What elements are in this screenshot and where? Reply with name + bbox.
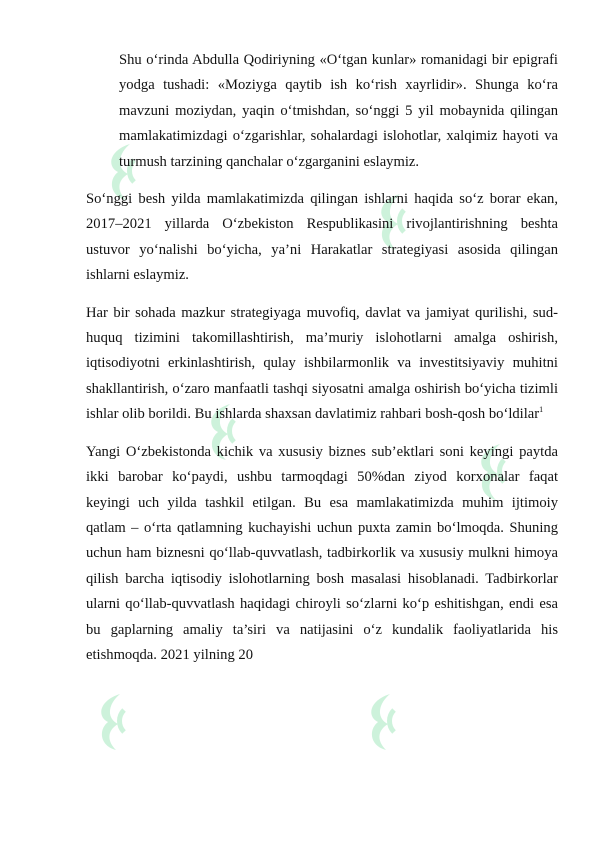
body-paragraph: So‘nggi besh yilda mamlakatimizda qilingan ishlarni haqida so‘z borar ekan, 2017–2021 yillarda O‘zbekiston Respublikasini rivojlantirishning beshta ustuvor yo‘nalishi bo‘yicha, ya’ni Harakatlar strategiyasi asosida qilingan ishlarni eslaymiz. — [86, 191, 558, 284]
watermark-logo-icon — [360, 690, 404, 754]
body-paragraph: Yangi O‘zbekistonda kichik va xususiy biznes sub’ektlari soni keyingi paytda ikki barobar ko‘paydi, ushbu tarmoqdagi 50%dan ziyod korxonalar faqat keyingi uch yilda tashkil etilgan. Bu esa mamlakatimizda muhim ijtimoiy qatlam – o‘rta qatlamning kuchayishi uchun puxta zamin bo‘lmoqda. Shuning uchun ham biznesni qo‘llab-quvvatlash, tadbirkorlik va xususiy mulkni himoya qilish barcha iqtisodiy islohotlarning bosh masalasi hisoblanadi. Tadbirkorlar ularni qo‘llab-quvvatlash haqidagi chiroyli so‘zlarni ko‘p eshitishgan, endi esa bu gaplarning amaliy ta’siri va natijasini o‘z kundalik faoliyatlarida his etishmoqda. 2021 yilning 20 — [86, 443, 558, 663]
document-body — [86, 48, 558, 668]
watermark-logo-icon — [90, 690, 134, 754]
footnote-reference[interactable]: 1 — [539, 405, 544, 415]
body-paragraph — [86, 301, 558, 428]
paragraph-text: Har bir sohada mazkur strategiyaga muvofiq, davlat va jamiyat qurilishi, sud-huquq tizimini takomillashtirish, ma’muriy islohotlarni amalga oshirish, iqtisodiyotni erkinlashtirish, qulay ishbilarmonlik va investitsiyaviy muhitni shakllantirish, o‘zaro manfaatli tashqi siyosatni amalga oshirish bo‘yicha tizimli ishlar olib borildi. Bu ishlarda shaxsan davlatimiz rahbari bosh-qosh bo‘ldilar — [86, 304, 558, 423]
quote-paragraph: Shu o‘rinda Abdulla Qodiriyning «O‘tgan kunlar» romanidagi bir epigrafi yodga tushadi: «Moziyga qaytib ish ko‘rish xayrlidir». Shunga ko‘ra mavzuni moziydan, yaqin o‘tmishdan, so‘nggi 5 yil mobaynida qilingan mamlakatimizdagi o‘zgarishlar, sohalardagi islohotlar, xalqimiz hayoti va turmush tarzining qanchalar o‘zgarganini eslaymiz. — [119, 52, 558, 170]
